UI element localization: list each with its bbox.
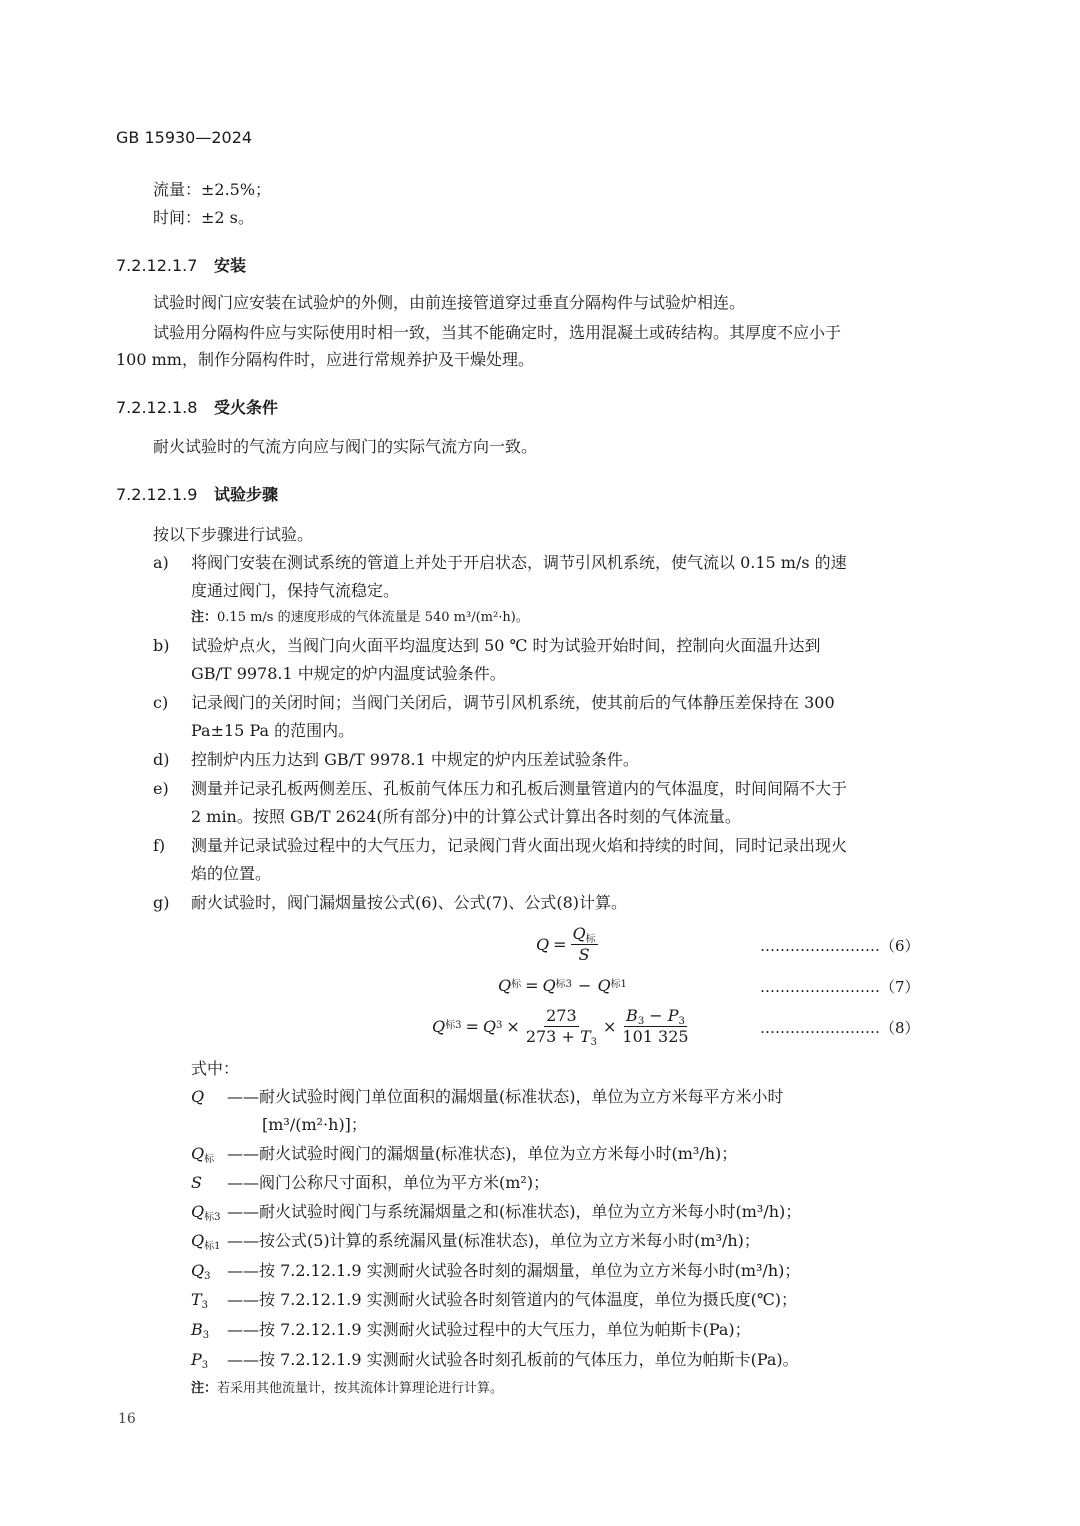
tolerance-time: 时间：±2 s。 [153,208,254,227]
list-label: f) [153,836,166,855]
list-item-continuation: GB/T 9978.1 中规定的炉内温度试验条件。 [191,664,506,683]
def-text: ——耐火试验时阀门单位面积的漏烟量(标准状态)，单位为立方米每平方米小时 [227,1087,784,1106]
list-text: 记录阀门的关闭时间；当阀门关闭后，调节引风机系统，使其前后的气体静压差保持在 300 [191,693,835,712]
definition-item [191,1320,751,1340]
def-text: ——耐火试验时阀门的漏烟量(标准状态)，单位为立方米每小时(m³/h)； [227,1144,738,1163]
def-subscript: 标 [204,1154,215,1165]
section-number: 7.2.12.1.9 [116,485,198,504]
eq-subscript: 3 [678,1015,685,1027]
def-symbol: S [191,1173,202,1192]
paragraph-continuation: 100 mm，制作分隔构件时，应进行常规养护及干燥处理。 [116,350,534,369]
def-symbol: P [191,1350,202,1369]
def-text: ——阀门公称尺寸面积，单位为平方米(m²)； [227,1173,550,1192]
definition-item [191,1144,737,1164]
eq-symbol: Q [572,923,586,943]
list-item-continuation: 2 min。按照 GB/T 2624(所有部分)中的计算公式计算出各时刻的气体流量。 [191,807,741,826]
eq-operator: − [644,1005,668,1025]
tolerance-flow: 流量：±2.5%； [153,180,272,199]
note-label: 注： [191,1381,218,1396]
eq-subscript: 3 [637,1015,645,1027]
paragraph: 试验用分隔构件应与实际使用时相一致，当其不能确定时，选用混凝土或砖结构。其厚度不应小于 [153,323,842,342]
list-item-b [153,636,821,656]
eq-subscript: 3 [590,1036,597,1048]
list-label: c) [153,693,169,712]
list-label: e) [153,779,169,798]
definition-item [191,1350,799,1370]
where-intro: 式中： [191,1059,240,1078]
document-id: GB 15930—2024 [116,128,253,147]
def-symbol: Q [191,1231,205,1250]
list-item-continuation: 度通过阀门，保持气流稳定。 [191,581,400,600]
list-text: 将阀门安装在测试系统的管道上并处于开启状态，调节引风机系统，使气流以 0.15 m/s 的速 [191,553,847,572]
note [191,609,529,627]
def-text: ——按 7.2.12.1.9 实测耐火试验各时刻孔板前的气体压力，单位为帕斯卡(Pa)。 [227,1350,799,1369]
paragraph: 耐火试验时的气流方向应与阀门的实际气流方向一致。 [153,437,538,456]
list-text: 试验炉点火，当阀门向火面平均温度达到 50 ℃ 时为试验开始时间，控制向火面温升达到 [191,636,821,655]
eq-fraction [620,1006,690,1047]
eq-numerator: 273 [546,1005,577,1025]
def-subscript: 标3 [204,1212,221,1223]
eq-symbol: Q [482,1016,497,1036]
definition-item [191,1087,784,1107]
definition-item [191,1202,801,1222]
section-heading-fire-conditions [116,395,278,418]
list-label: d) [153,750,170,769]
eq-symbol: Q [498,975,512,995]
eq-symbol: Q [432,1016,446,1036]
section-number: 7.2.12.1.7 [116,256,198,275]
list-item-c [153,693,835,713]
def-subscript: 3 [202,1330,210,1341]
list-label: a) [153,553,169,572]
note-label: 注： [191,610,218,625]
def-text: ——耐火试验时阀门与系统漏烟量之和(标准状态)，单位为立方米每小时(m³/h)； [227,1202,802,1221]
def-text: ——按公式(5)计算的系统漏风量(标准状态)，单位为立方米每小时(m³/h)； [227,1231,760,1250]
def-subscript: 3 [201,1300,209,1311]
section-heading-install [116,253,246,276]
section-title: 试验步骤 [214,485,279,504]
def-symbol: Q [191,1144,205,1163]
paragraph: 按以下步骤进行试验。 [153,525,314,544]
list-label: g) [153,893,170,912]
note [191,1380,503,1398]
section-title: 受火条件 [214,398,279,417]
def-text: ——按 7.2.12.1.9 实测耐火试验各时刻的漏烟量，单位为立方米每小时(m³/h)； [227,1261,801,1280]
definition-continuation: [m³/(m²·h)]； [262,1115,367,1134]
eq-symbol: Q [542,975,556,995]
note-text: 若采用其他流量计，按其流体计算理论进行计算。 [217,1381,504,1396]
def-symbol: T [191,1290,202,1309]
definition-item [191,1231,760,1251]
list-text: 耐火试验时，阀门漏烟量按公式(6)、公式(7)、公式(8)计算。 [191,893,627,912]
equation-6-reference: ……………………（6） [760,937,920,955]
list-text: 测量并记录孔板两侧差压、孔板前气体压力和孔板后测量管道内的气体温度，时间间隔不大于 [191,779,848,798]
list-item-g [153,893,627,913]
eq-symbol: T [579,1026,591,1046]
def-subscript: 标1 [204,1241,221,1252]
list-text: 测量并记录试验过程中的大气压力，记录阀门背火面出现火焰和持续的时间，同时记录出现火 [191,836,848,855]
paragraph: 试验时阀门应安装在试验炉的外侧，由前连接管道穿过垂直分隔构件与试验炉相连。 [153,293,746,312]
list-item-f [153,836,847,856]
equation-6: Q = $\frac{Q_标}{S}$ [536,923,596,964]
equation-8-reference: ……………………（8） [760,1019,920,1037]
eq-symbol: Q [536,934,550,954]
list-item-a [153,553,847,573]
equation-8: Q 标3 = Q 3 × $\frac{273}{273 + T_3}$ × $\frac{B_3 - P_3}{101 325}$ [432,1005,689,1048]
list-item-e [153,779,847,799]
section-title: 安装 [214,256,247,275]
def-text: ——按 7.2.12.1.9 实测耐火试验过程中的大气压力，单位为帕斯卡(Pa)； [227,1320,751,1339]
page-number: 16 [118,1411,136,1427]
definition-item [191,1261,800,1281]
def-symbol: Q [191,1261,205,1280]
def-text: ——按 7.2.12.1.9 实测耐火试验各时刻管道内的气体温度，单位为摄氏度(℃)； [227,1290,797,1309]
list-text: 控制炉内压力达到 GB/T 9978.1 中规定的炉内压差试验条件。 [191,750,639,769]
eq-denominator: 101 325 [622,1026,689,1046]
def-symbol: B [191,1320,203,1339]
list-item-d [153,750,639,770]
section-heading-test-procedure [116,482,278,505]
eq-fraction [524,1006,599,1047]
def-symbol: Q [191,1087,205,1106]
eq-symbol: P [667,1005,679,1025]
eq-symbol: S [578,944,590,964]
section-number: 7.2.12.1.8 [116,398,198,417]
definition-item [191,1173,549,1193]
eq-symbol: B [626,1005,638,1025]
def-symbol: Q [191,1202,205,1221]
def-subscript: 3 [201,1360,209,1371]
equation-7-reference: ……………………（7） [760,978,920,996]
eq-subscript: 标 [585,933,596,945]
list-item-continuation: 焰的位置。 [191,864,272,883]
equation-7: Q 标 = Q 标3 − Q 标1 [498,975,627,995]
eq-fraction [571,924,598,965]
eq-symbol: Q [597,975,611,995]
list-item-continuation: Pa±15 Pa 的范围内。 [191,721,355,740]
def-subscript: 3 [204,1271,211,1282]
note-text: 0.15 m/s 的速度形成的气体流量是 540 m³/(m²·h)。 [217,610,529,625]
eq-term: 273 + [525,1026,580,1046]
definition-item [191,1290,797,1310]
list-label: b) [153,636,170,655]
